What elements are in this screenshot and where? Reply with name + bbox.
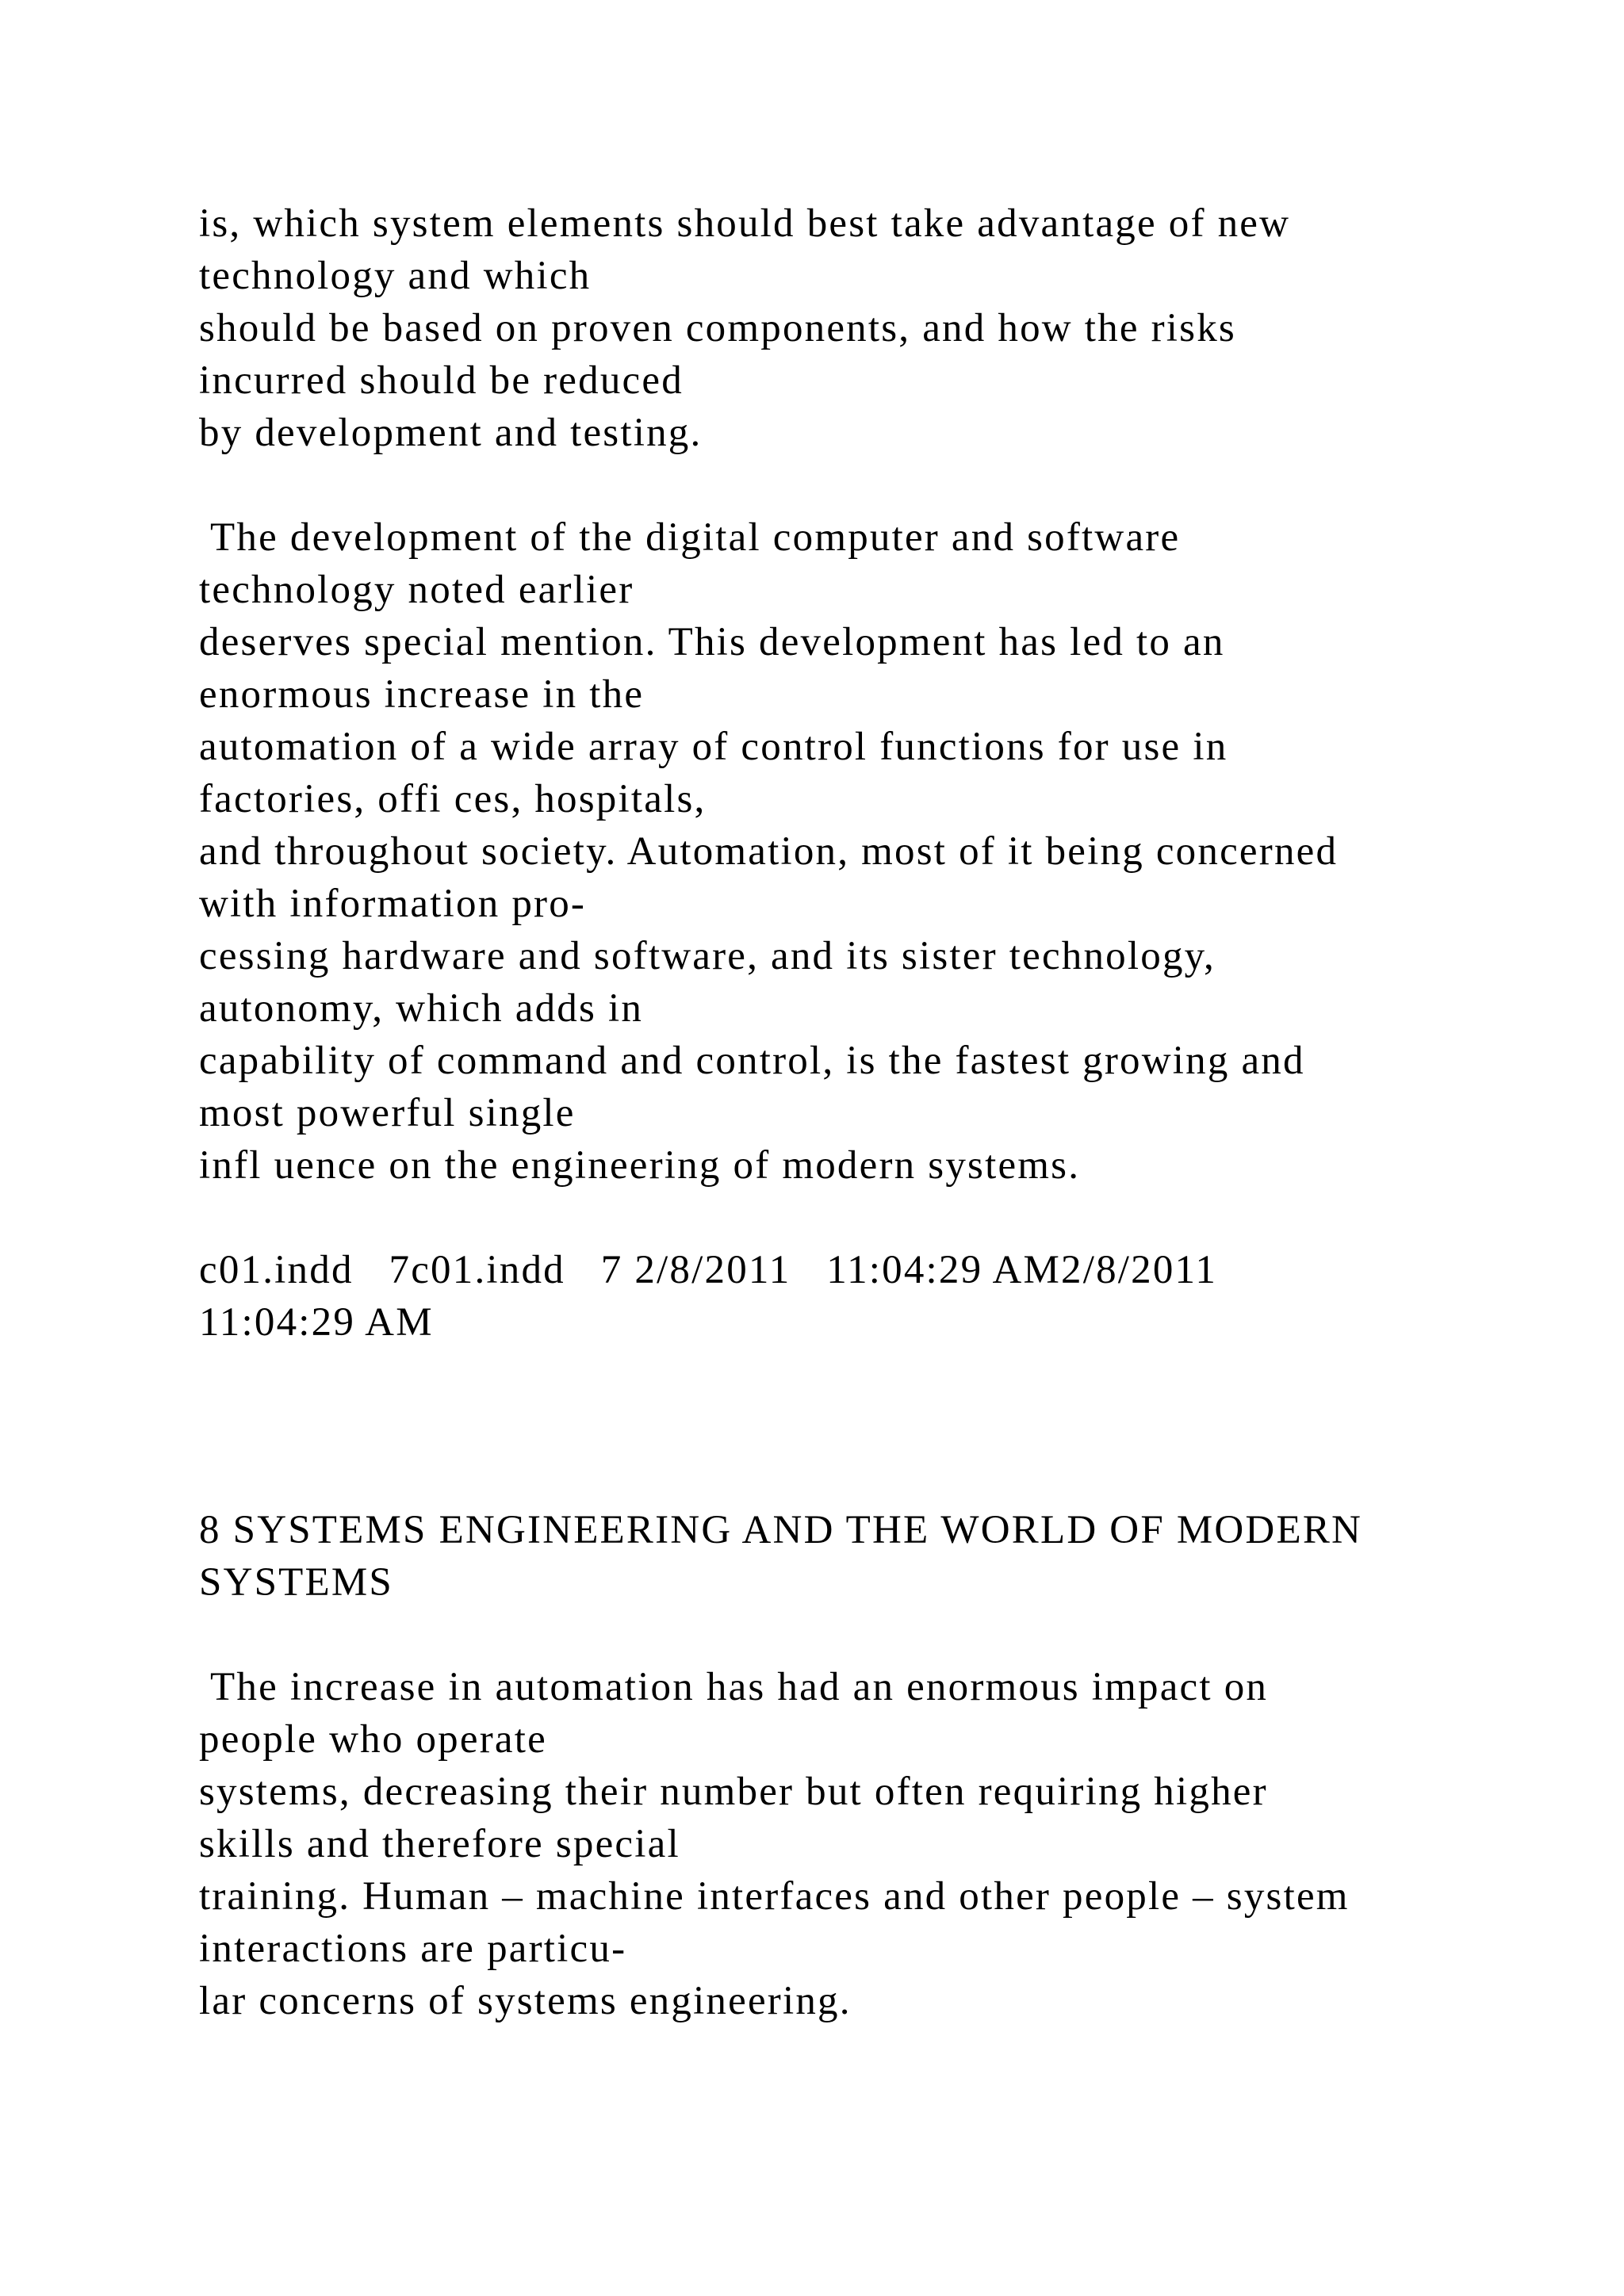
text-line: c01.indd 7c01.indd 7 2/8/2011 11:04:29 AM2/8/2011: [199, 1248, 1218, 1292]
text-line: SYSTEMS: [199, 1560, 393, 1605]
text-line: lar concerns of systems engineering.: [199, 1979, 852, 2023]
text-line: deserves special mention. This development has led to an: [199, 620, 1225, 664]
text-line: cessing hardware and software, and its sister technology,: [199, 934, 1216, 978]
text-line: people who operate: [199, 1717, 547, 1762]
text-line: automation of a wide array of control functions for use in: [199, 725, 1228, 769]
text-line: infl uence on the engineering of modern systems.: [199, 1143, 1081, 1188]
text-line: 8 SYSTEMS ENGINEERING AND THE WORLD OF MODERN: [199, 1508, 1363, 1552]
text-line: is, which system elements should best take advantage of new: [199, 201, 1291, 246]
text-line: training. Human – machine interfaces and other people – system: [199, 1874, 1350, 1919]
text-line: skills and therefore special: [199, 1822, 680, 1866]
text-line: technology and which: [199, 254, 592, 298]
text-line: interactions are particu-: [199, 1927, 627, 1971]
text-line: systems, decreasing their number but often requiring higher: [199, 1770, 1268, 1814]
text-line: with information pro-: [199, 882, 587, 926]
text-line: enormous increase in the: [199, 672, 645, 717]
text-line: should be based on proven components, and how the risks: [199, 306, 1236, 350]
text-line: The increase in automation has had an enormous impact on: [199, 1665, 1269, 1709]
text-line: The development of the digital computer and software: [199, 515, 1181, 560]
text-line: capability of command and control, is the fastest growing and: [199, 1039, 1305, 1083]
text-line: by development and testing.: [199, 411, 703, 455]
text-line: technology noted earlier: [199, 568, 634, 612]
text-line: most powerful single: [199, 1091, 576, 1135]
text-line: autonomy, which adds in: [199, 986, 644, 1031]
text-line: factories, offi ces, hospitals,: [199, 777, 707, 821]
text-line: incurred should be reduced: [199, 358, 684, 403]
text-line: and throughout society. Automation, most of it being concerned: [199, 829, 1339, 874]
text-line: 11:04:29 AM: [199, 1300, 434, 1345]
